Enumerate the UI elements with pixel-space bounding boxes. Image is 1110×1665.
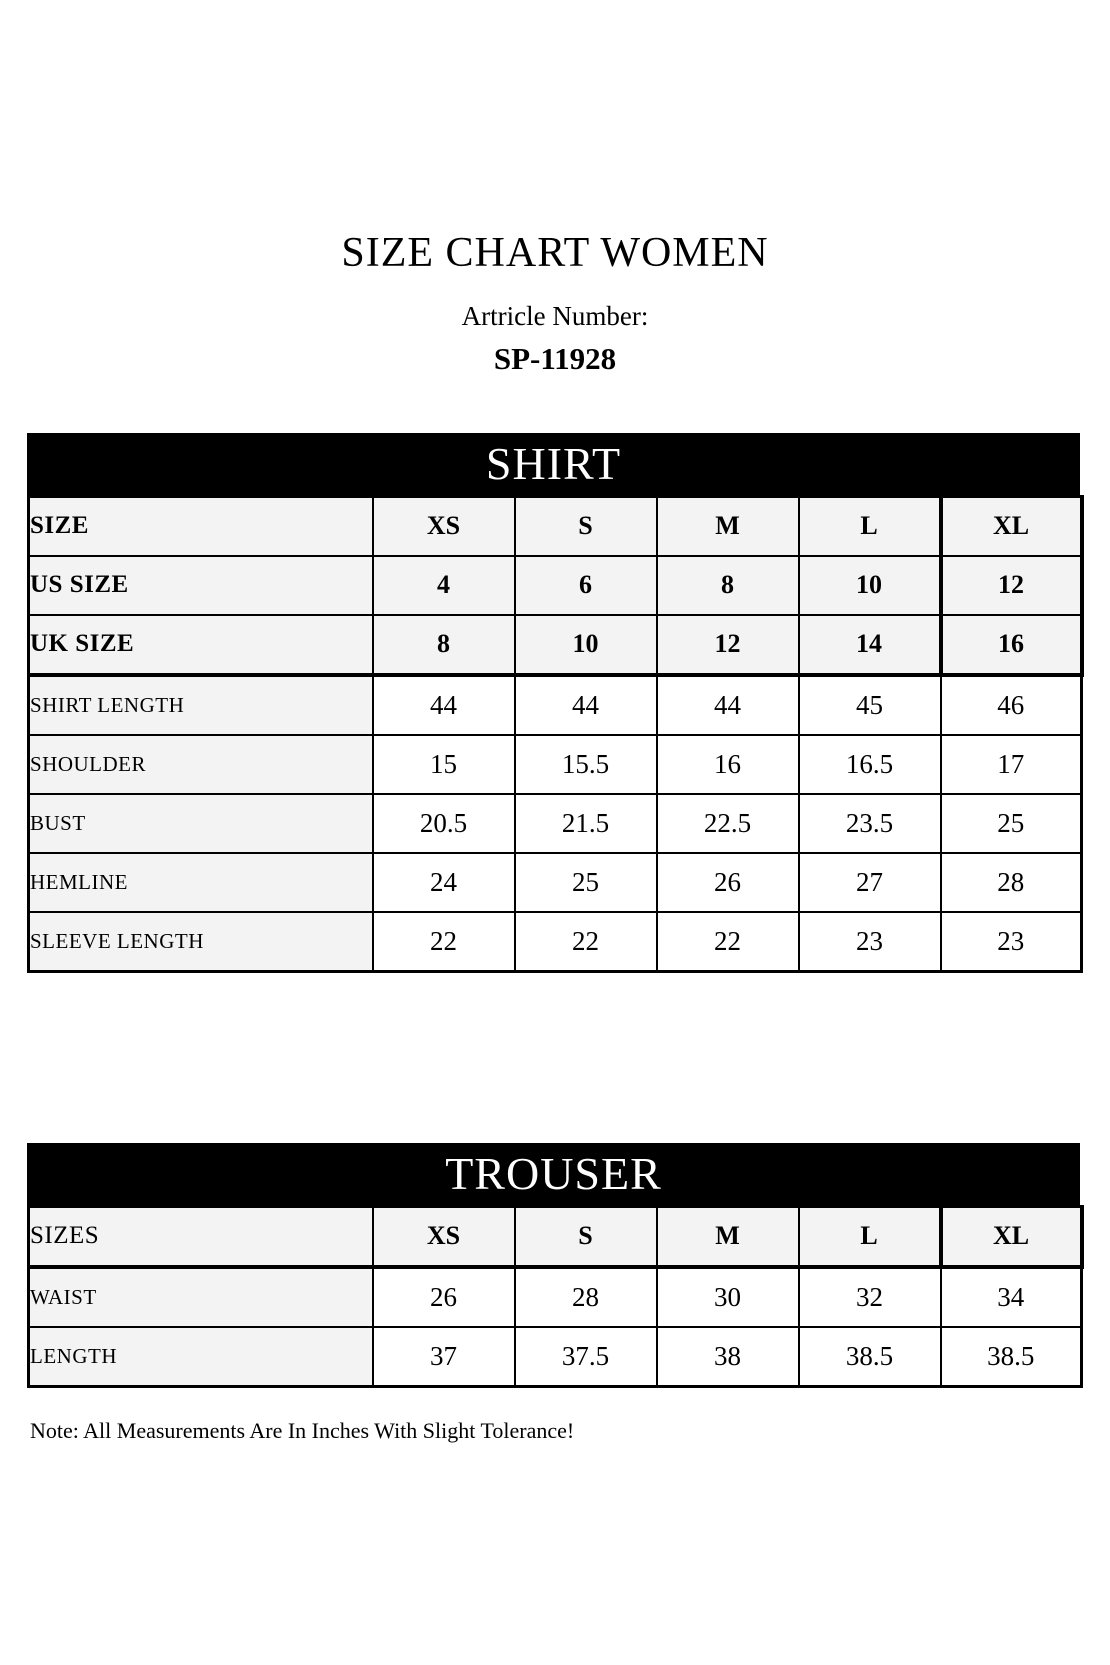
- size-value-cell: 44: [373, 675, 515, 735]
- size-value-cell: XL: [941, 496, 1082, 556]
- size-value-cell: 22: [657, 912, 799, 972]
- size-value-cell: 28: [515, 1267, 657, 1327]
- size-value-cell: 38.5: [799, 1327, 941, 1387]
- size-value-cell: 27: [799, 853, 941, 912]
- row-label-cell: WAIST: [29, 1267, 373, 1327]
- size-value-cell: 16.5: [799, 735, 941, 794]
- size-value-cell: 15: [373, 735, 515, 794]
- size-value-cell: 30: [657, 1267, 799, 1327]
- size-value-cell: L: [799, 1206, 941, 1267]
- table-row: [29, 794, 1082, 853]
- row-label-cell: HEMLINE: [29, 853, 373, 912]
- row-label-cell: LENGTH: [29, 1327, 373, 1387]
- size-value-cell: 22: [373, 912, 515, 972]
- trouser-table-section: [27, 1143, 1080, 1388]
- size-value-cell: 24: [373, 853, 515, 912]
- size-value-cell: 8: [657, 556, 799, 615]
- size-value-cell: 10: [799, 556, 941, 615]
- row-label-cell: SIZES: [29, 1206, 373, 1267]
- size-value-cell: 23.5: [799, 794, 941, 853]
- row-label-cell: US SIZE: [29, 556, 373, 615]
- size-value-cell: 25: [515, 853, 657, 912]
- size-value-cell: 21.5: [515, 794, 657, 853]
- size-value-cell: 25: [941, 794, 1082, 853]
- size-value-cell: 23: [941, 912, 1082, 972]
- table-row: [29, 912, 1082, 972]
- row-label-cell: BUST: [29, 794, 373, 853]
- article-number-label: Artricle Number:: [461, 301, 649, 332]
- size-value-cell: 46: [941, 675, 1082, 735]
- size-value-cell: 44: [657, 675, 799, 735]
- table-row: [29, 615, 1082, 675]
- size-value-cell: 12: [941, 556, 1082, 615]
- shirt-size-table: [27, 495, 1084, 973]
- trouser-size-table: [27, 1205, 1084, 1388]
- size-value-cell: 8: [373, 615, 515, 675]
- size-value-cell: S: [515, 496, 657, 556]
- size-value-cell: 44: [515, 675, 657, 735]
- row-label-cell: UK SIZE: [29, 615, 373, 675]
- table-row: [29, 496, 1082, 556]
- size-value-cell: 16: [941, 615, 1082, 675]
- size-value-cell: 38: [657, 1327, 799, 1387]
- row-label-cell: SHIRT LENGTH: [29, 675, 373, 735]
- size-value-cell: XS: [373, 496, 515, 556]
- size-value-cell: XL: [941, 1206, 1082, 1267]
- table-row: [29, 556, 1082, 615]
- size-value-cell: 28: [941, 853, 1082, 912]
- article-number-value: SP-11928: [493, 340, 617, 376]
- table-row: [29, 1327, 1082, 1387]
- table-row: [29, 735, 1082, 794]
- size-value-cell: 37: [373, 1327, 515, 1387]
- row-label-cell: SIZE: [29, 496, 373, 556]
- size-value-cell: 6: [515, 556, 657, 615]
- row-label-cell: SHOULDER: [29, 735, 373, 794]
- page-title: SIZE CHART WOMEN: [341, 230, 769, 276]
- table-row: [29, 1206, 1082, 1267]
- shirt-table-section: [27, 433, 1080, 973]
- size-value-cell: 34: [941, 1267, 1082, 1327]
- size-value-cell: 22.5: [657, 794, 799, 853]
- size-value-cell: 10: [515, 615, 657, 675]
- table-row: [29, 853, 1082, 912]
- size-value-cell: 22: [515, 912, 657, 972]
- size-value-cell: M: [657, 496, 799, 556]
- shirt-table-title-bar: SHIRT: [27, 433, 1080, 495]
- size-value-cell: 32: [799, 1267, 941, 1327]
- size-value-cell: L: [799, 496, 941, 556]
- size-value-cell: 12: [657, 615, 799, 675]
- size-value-cell: 16: [657, 735, 799, 794]
- table-row: [29, 1267, 1082, 1327]
- size-value-cell: 37.5: [515, 1327, 657, 1387]
- size-value-cell: 14: [799, 615, 941, 675]
- row-label-cell: SLEEVE LENGTH: [29, 912, 373, 972]
- size-value-cell: 4: [373, 556, 515, 615]
- trouser-table-title-bar: TROUSER: [27, 1143, 1080, 1205]
- size-value-cell: 38.5: [941, 1327, 1082, 1387]
- size-value-cell: 15.5: [515, 735, 657, 794]
- size-value-cell: 26: [373, 1267, 515, 1327]
- measurement-note: Note: All Measurements Are In Inches With Slight Tolerance!: [30, 1417, 575, 1443]
- size-value-cell: M: [657, 1206, 799, 1267]
- size-value-cell: 26: [657, 853, 799, 912]
- table-row: [29, 675, 1082, 735]
- size-value-cell: XS: [373, 1206, 515, 1267]
- size-value-cell: 17: [941, 735, 1082, 794]
- size-value-cell: 45: [799, 675, 941, 735]
- size-value-cell: 23: [799, 912, 941, 972]
- size-value-cell: S: [515, 1206, 657, 1267]
- size-value-cell: 20.5: [373, 794, 515, 853]
